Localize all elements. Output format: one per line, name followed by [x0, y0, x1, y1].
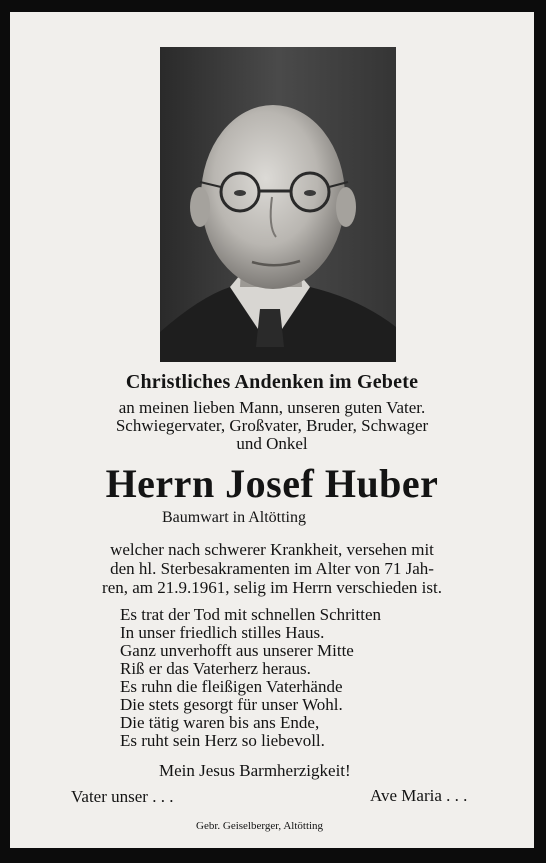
poem-line: Die tätig waren bis ans Ende, — [120, 713, 320, 732]
text-line: ren, am 21.9.1961, selig im Herrn verschieden ist. — [102, 578, 442, 597]
occupation: Baumwart in Altötting — [162, 509, 306, 526]
prayer-line: Mein Jesus Barmherzigkeit! — [159, 761, 351, 780]
vater-unser: Vater unser . . . — [71, 787, 174, 806]
dedication-line: an meinen lieben Mann, unseren guten Vater. — [118, 398, 426, 417]
poem-line: Es ruht sein Herz so liebevoll. — [120, 731, 325, 750]
dedication-line: und Onkel — [236, 434, 308, 453]
poem-line: Riß er das Vaterherz heraus. — [120, 659, 311, 678]
text-line: welcher nach schwerer Krankheit, versehen mit — [110, 540, 434, 559]
ave-maria: Ave Maria . . . — [370, 786, 468, 805]
poem-line: In unser friedlich stilles Haus. — [120, 623, 325, 642]
poem — [120, 606, 381, 750]
text-line: den hl. Sterbesakramenten im Alter von 71 Jah- — [110, 559, 434, 578]
poem-line: Ganz unverhofft aus unserer Mitte — [120, 641, 354, 660]
poem-line: Es trat der Tod mit schnellen Schritten — [120, 605, 381, 624]
poem-line: Die stets gesorgt für unser Wohl. — [120, 695, 343, 714]
card-heading: Christliches Andenken im Gebete — [125, 371, 419, 393]
dedication-line: Schwiegervater, Großvater, Bruder, Schwager — [115, 416, 429, 435]
portrait-photo — [160, 47, 396, 362]
memorial-card — [10, 12, 534, 848]
deceased-name: Herrn Josef Huber — [105, 461, 439, 506]
poem-line: Es ruhn die fleißigen Vaterhände — [120, 677, 343, 696]
printer-credit: Gebr. Geiselberger, Altötting — [196, 820, 324, 832]
